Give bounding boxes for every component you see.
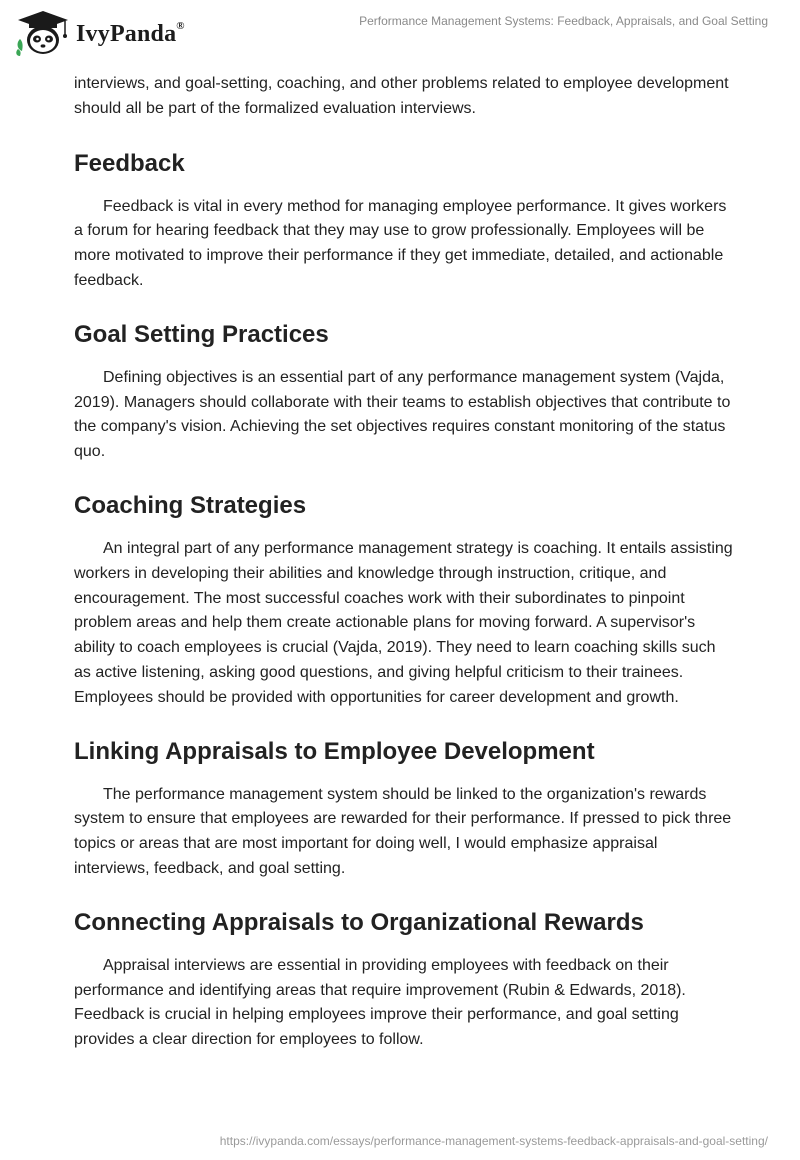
ivypanda-logo[interactable] bbox=[14, 9, 214, 59]
page-header bbox=[0, 0, 800, 66]
paragraph-feedback: Feedback is vital in every method for managing employee performance. It gives workers a forum for hearing feedback that they may use to grow professionally. Employees will be more motivated to improve their performance if they get immediate, detailed, and actionable feedback. bbox=[74, 197, 727, 289]
essay-body bbox=[74, 72, 734, 1053]
paragraph-goal-setting: Defining objectives is an essential part of any performance management system (Vajda, 2019). Managers should collaborate with their teams to establish objectives that contribute to the company's vision. Achieving the set objectives requires constant monitoring of the status quo. bbox=[74, 368, 731, 461]
heading-goal-setting: Goal Setting Practices bbox=[74, 320, 329, 348]
panda-graduation-cap-icon bbox=[14, 9, 72, 57]
heading-coaching: Coaching Strategies bbox=[74, 491, 307, 519]
brand-name: IvyPanda® bbox=[76, 20, 185, 47]
heading-feedback: Feedback bbox=[74, 149, 185, 177]
running-title: Performance Management Systems: Feedback, Appraisals, and Goal Setting bbox=[359, 14, 768, 28]
intro-paragraph: interviews, and goal-setting, coaching, and other problems related to employee development should all be part of the formalized evaluation interviews. bbox=[74, 75, 729, 117]
source-url[interactable]: https://ivypanda.com/essays/performance-management-systems-feedback-appraisals-and-goal-setting/ bbox=[219, 1134, 768, 1148]
heading-organizational-rewards: Connecting Appraisals to Organizational Rewards bbox=[74, 908, 644, 936]
heading-linking-appraisals: Linking Appraisals to Employee Development bbox=[74, 737, 595, 765]
paragraph-coaching: An integral part of any performance management strategy is coaching. It entails assisting workers in developing their abilities and knowledge through instruction, critique, and encouragement. The most successful coaches work with their subordinates to pinpoint problem areas and help them create actionable plans for moving forward. A supervisor's ability to coach employees is crucial (Vajda, 2019). They need to learn coaching skills such as active listening, asking good questions, and giving helpful criticism to their trainees. Employees should be provided with opportunities for career development and growth. bbox=[74, 539, 733, 706]
paragraph-linking-appraisals: The performance management system should be linked to the organization's rewards system to ensure that employees are rewarded for their performance. If pressed to pick three topics or areas that are most important for doing well, I would emphasize appraisal interviews, feedback, and goal setting. bbox=[74, 785, 732, 877]
paragraph-organizational-rewards: Appraisal interviews are essential in providing employees with feedback on their performance and identifying areas that require improvement (Rubin & Edwards, 2018). Feedback is crucial in helping employees improve their performance, and goal setting provides a clear direction for employees to follow. bbox=[74, 956, 686, 1049]
